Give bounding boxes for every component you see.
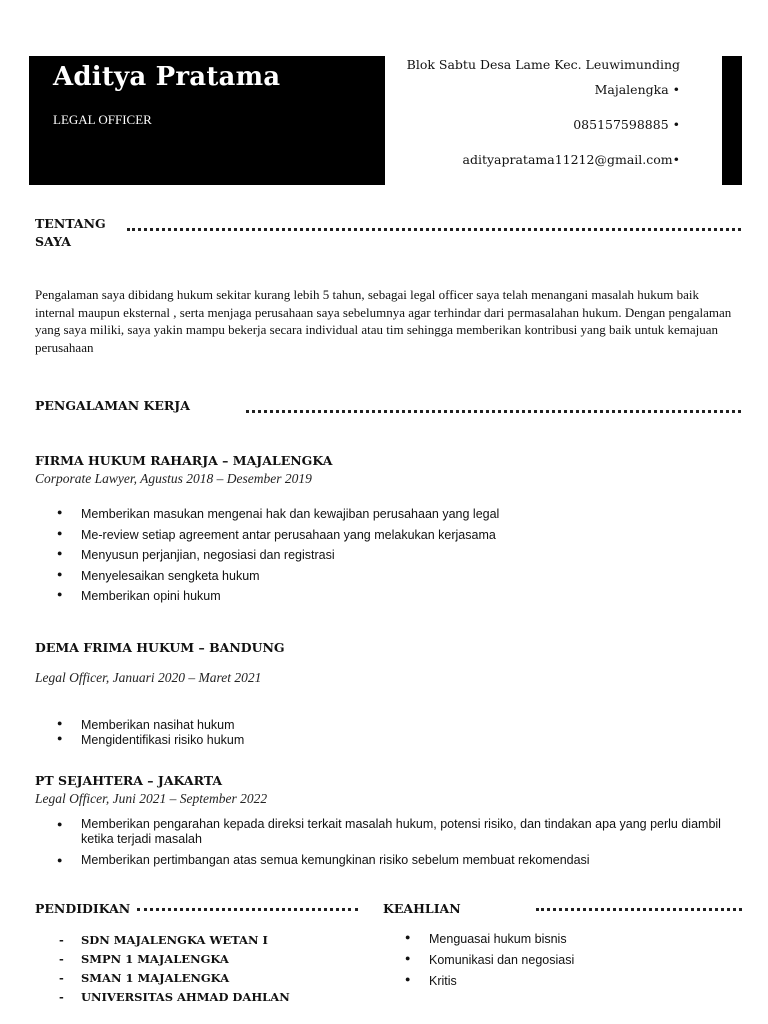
- about-heading-line-1: TENTANG: [35, 216, 106, 231]
- section-divider: [137, 908, 358, 911]
- section-divider: [246, 410, 741, 413]
- list-item: ● Menyelesaikan sengketa hukum: [57, 569, 737, 590]
- list-item: - SMAN 1 MAJALENGKA: [57, 969, 357, 988]
- job-title: LEGAL OFFICER: [53, 112, 152, 127]
- list-item: ● Kritis: [405, 974, 705, 995]
- job-company: PT SEJAHTERA – JAKARTA: [35, 773, 223, 788]
- list-item: ● Komunikasi dan negosiasi: [405, 953, 705, 974]
- skills-list: [405, 932, 705, 995]
- education-list: [57, 931, 357, 1007]
- address-line-1: Blok Sabtu Desa Lame Kec. Leuwimunding: [406, 57, 680, 72]
- education-heading: PENDIDIKAN: [35, 901, 131, 916]
- list-item: ● Memberikan pengarahan kepada direksi terkait masalah hukum, potensi risiko, dan tindakan apa yang perlu diambil ketika terjadi masalah: [57, 817, 732, 847]
- list-item: ● Memberikan nasihat hukum: [57, 718, 737, 733]
- about-text: Pengalaman saya dibidang hukum sekitar kurang lebih 5 tahun, sebagai legal officer saya telah menangani masalah hukum baik internal maupun eksternal , serta menjaga perusahaan saya sebelumnya agar terhindar dari permasalahan hukum. Dengan pengalaman yang saya miliki, saya yakin mampu bekerja secara individual atau tim sehingga memberikan kontribusi yang baik untuk kemajuan perusahaan: [35, 287, 732, 355]
- job-role: Legal Officer, Januari 2020 – Maret 2021: [35, 670, 262, 685]
- skills-heading: KEAHLIAN: [383, 901, 461, 916]
- list-item: ● Menguasai hukum bisnis: [405, 932, 705, 953]
- section-divider: [536, 908, 742, 911]
- list-item: ● Memberikan opini hukum: [57, 589, 737, 610]
- email-address: adityapratama11212@gmail.com•: [462, 152, 680, 167]
- list-item: ● Menyusun perjanjian, negosiasi dan registrasi: [57, 548, 737, 569]
- side-accent-bar: [722, 56, 742, 185]
- job-duties-list: [57, 817, 732, 868]
- candidate-name: Aditya Pratama: [53, 62, 281, 92]
- list-item: ● Memberikan pertimbangan atas semua kemungkinan risiko sebelum membuat rekomendasi: [57, 853, 732, 868]
- job-company: DEMA FRIMA HUKUM – BANDUNG: [35, 640, 285, 655]
- list-item: - SDN MAJALENGKA WETAN I: [57, 931, 357, 950]
- list-item: - SMPN 1 MAJALENGKA: [57, 950, 357, 969]
- list-item: ● Mengidentifikasi risiko hukum: [57, 733, 737, 748]
- job-role: Legal Officer, Juni 2021 – September 2022: [35, 791, 268, 806]
- job-company: FIRMA HUKUM RAHARJA – MAJALENGKA: [35, 453, 333, 468]
- list-item: ● Memberikan masukan mengenai hak dan kewajiban perusahaan yang legal: [57, 507, 737, 528]
- about-heading-line-2: SAYA: [35, 234, 71, 249]
- job-role: Corporate Lawyer, Agustus 2018 – Desember 2019: [35, 471, 312, 486]
- about-heading: [35, 215, 106, 251]
- phone-number: 085157598885 •: [573, 117, 680, 132]
- section-divider: [127, 228, 741, 231]
- list-item: - UNIVERSITAS AHMAD DAHLAN: [57, 988, 357, 1007]
- job-duties-list: [57, 718, 737, 748]
- job-duties-list: [57, 507, 737, 610]
- list-item: ● Me-review setiap agreement antar perusahaan yang melakukan kerjasama: [57, 528, 737, 549]
- address-line-2: Majalengka •: [594, 82, 680, 97]
- experience-heading: PENGALAMAN KERJA: [35, 398, 190, 413]
